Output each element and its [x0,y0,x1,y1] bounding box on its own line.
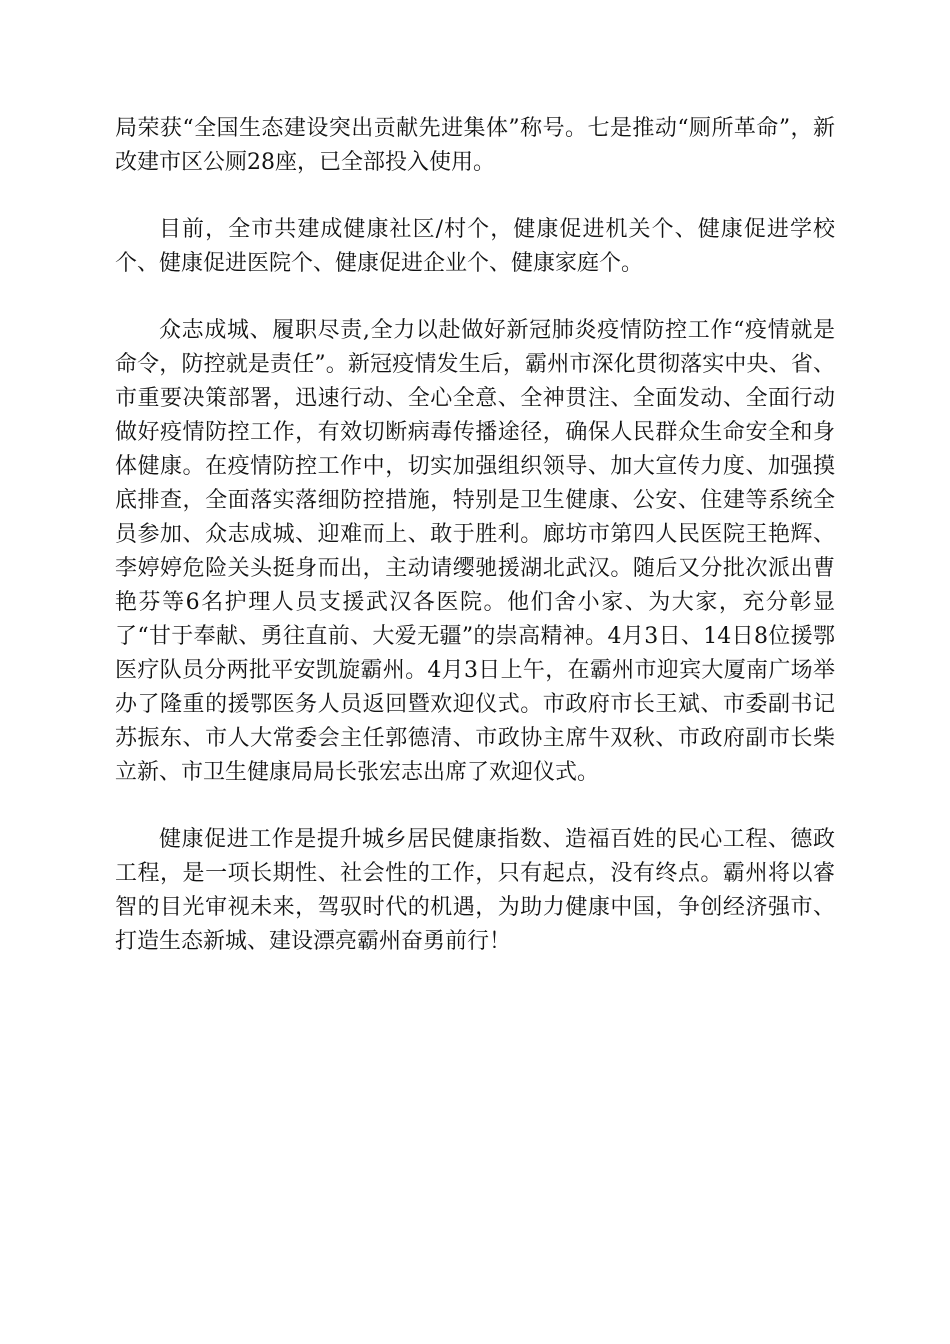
document-body [115,112,835,959]
paragraph-epidemic-control: 众志成城、履职尽责,全力以赴做好新冠肺炎疫情防控工作“疫情就是命令，防控就是责任”。新冠疫情发生后，霸州市深化贯彻落实中央、省、市重要决策部署，迅速行动、全心全意、全神贯注、全面发动、全面行动做好疫情防控工作，有效切断病毒传播途径，确保人民群众生命安全和身体健康。在疫情防控工作中，切实加强组织领导、加大宣传力度、加强摸底排查，全面落实落细防控措施，特别是卫生健康、公安、住建等系统全员参加、众志成城、迎难而上、敢于胜利。廊坊市第四人民医院王艳辉、李婷婷危险关头挺身而出，主动请缨驰援湖北武汉。随后又分批次派出曹艳芬等6名护理人员支援武汉各医院。他们舍小家、为大家，充分彰显了“甘于奉献、勇往直前、大爱无疆”的崇高精神。4月3日、14日8位援鄂医疗队员分两批平安凯旋霸州。4月3日上午，在霸州市迎宾大厦南广场举办了隆重的援鄂医务人员返回暨欢迎仪式。市政府市长王斌、市委副书记苏振东、市人大常委会主任郭德清、市政协主席牛双秋、市政府副市长柴立新、市卫生健康局局长张宏志出席了欢迎仪式。 [115,318,835,785]
paragraph-continuation: 局荣获“全国生态建设突出贡献先进集体”称号。七是推动“厕所革命”，新改建市区公厕28座，已全部投入使用。 [115,116,835,175]
paragraph-conclusion: 健康促进工作是提升城乡居民健康指数、造福百姓的民心工程、德政工程，是一项长期性、社会性的工作，只有起点，没有终点。霸州将以睿智的目光审视未来，驾驭时代的机遇，为助力健康中国，争创经济强市、打造生态新城、建设漂亮霸州奋勇前行！ [115,827,835,954]
paragraph-health-units: 目前，全市共建成健康社区/村个，健康促进机关个、健康促进学校个、健康促进医院个、健康促进企业个、健康家庭个。 [115,217,835,276]
